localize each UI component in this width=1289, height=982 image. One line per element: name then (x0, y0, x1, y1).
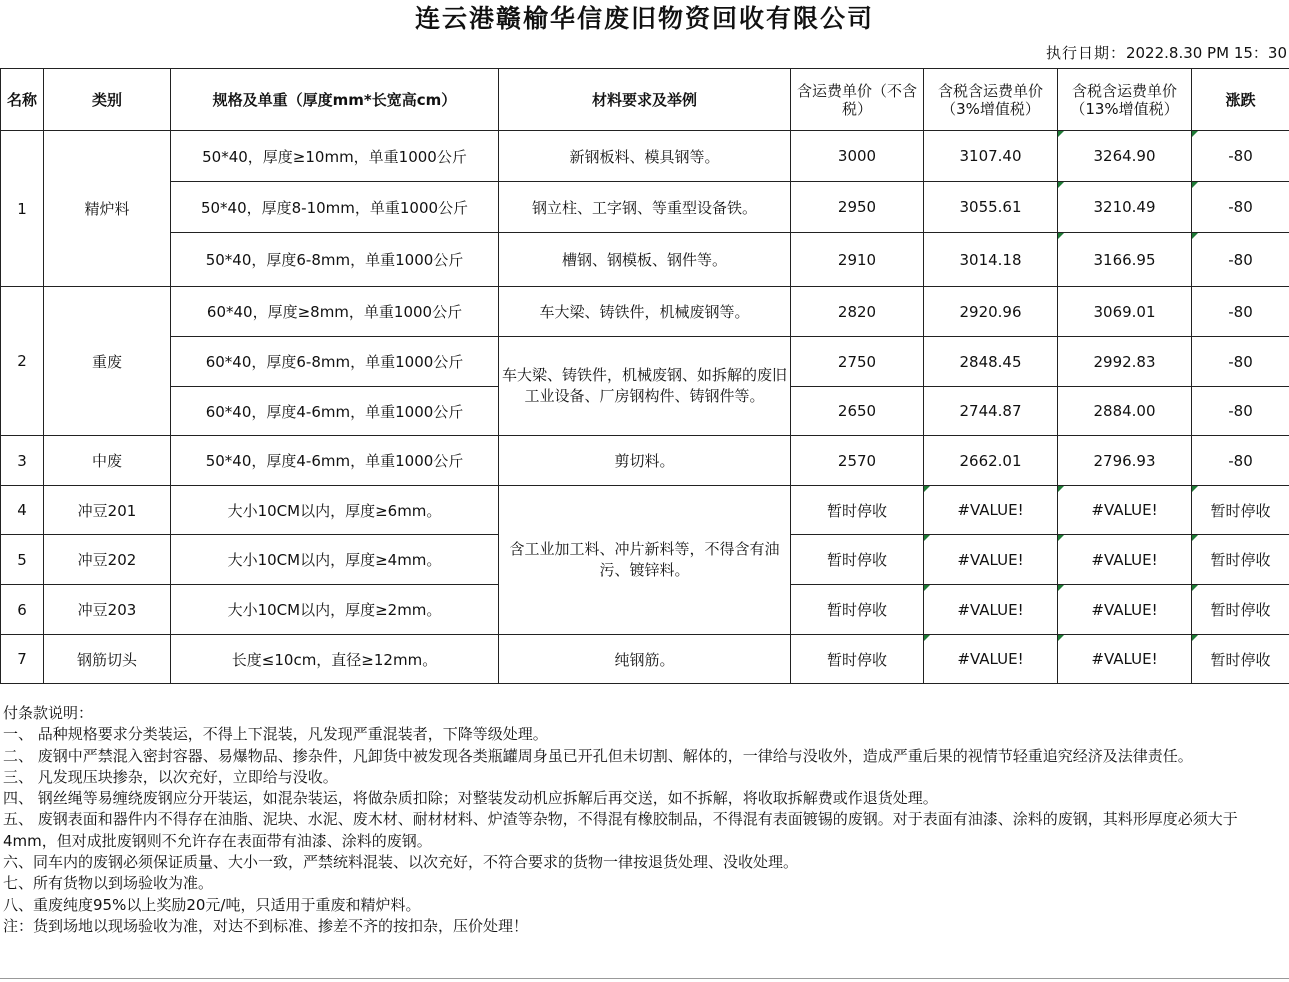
note-item: 七、所有货物以到场验收为准。 (3, 874, 214, 893)
price-13pct-cell: 3166.95 (1058, 233, 1192, 287)
note-item: 一、 品种规格要求分类装运，不得上下混装，凡发现严重混装者，下降等级处理。 (3, 725, 548, 744)
price-no-tax-cell: 3000 (791, 131, 924, 182)
spec-cell: 大小10CM以内，厚度≥6mm。 (171, 486, 499, 535)
table-row (1, 182, 1289, 233)
group-no: 6 (1, 585, 44, 635)
table-row (1, 233, 1289, 287)
header-price-3pct: 含税含运费单价（3%增值税） (924, 69, 1058, 131)
table-row (1, 131, 1289, 182)
table-header-row (1, 69, 1289, 131)
note-item: 五、 废钢表面和器件内不得存在油脂、泥块、水泥、废木材、耐材材料、炉渣等杂物，不得混有橡胶制品，不得混有表面镀锡的废钢。对于表面有油漆、涂料的废钢，其料形厚度必须大于4mm，但对成批废钢则不允许存在表面带有油漆、涂料的废钢。 (3, 810, 1238, 850)
terms-notes (3, 703, 1285, 937)
change-cell: -80 (1192, 337, 1289, 387)
company-title: 连云港赣榆华信废旧物资回收有限公司 (414, 4, 874, 33)
change-cell: -80 (1192, 436, 1289, 486)
note-item: 三、 凡发现压块掺杂，以次充好，立即给与没收。 (3, 767, 338, 786)
header-price-13pct: 含税含运费单价（13%增值税） (1058, 69, 1192, 131)
price-3pct-cell: 2920.96 (924, 287, 1058, 337)
material-cell: 槽钢、钢模板、钢件等。 (499, 233, 791, 287)
group-no: 7 (1, 635, 44, 684)
price-3pct-cell: 3055.61 (924, 182, 1058, 233)
change-cell: 暂时停收 (1192, 486, 1289, 535)
spec-cell: 大小10CM以内，厚度≥4mm。 (171, 535, 499, 585)
material-cell: 含工业加工料、冲片新料等，不得含有油污、镀锌料。 (499, 486, 791, 635)
table-row (1, 436, 1289, 486)
price-13pct-cell: 2796.93 (1058, 436, 1192, 486)
spec-cell: 50*40，厚度≥10mm，单重1000公斤 (171, 131, 499, 182)
spec-cell: 50*40，厚度4-6mm，单重1000公斤 (171, 436, 499, 486)
header-name: 名称 (1, 69, 44, 131)
price-13pct-cell: #VALUE! (1058, 635, 1192, 684)
group-category: 冲豆201 (44, 486, 171, 535)
price-3pct-cell: #VALUE! (924, 635, 1058, 684)
price-13pct-cell: 2884.00 (1058, 387, 1192, 436)
price-no-tax-cell: 2910 (791, 233, 924, 287)
price-no-tax-cell: 2570 (791, 436, 924, 486)
material-cell: 新钢板料、模具钢等。 (499, 131, 791, 182)
price-no-tax-cell: 2950 (791, 182, 924, 233)
group-no: 5 (1, 535, 44, 585)
note-remark: 注：货到场地以现场验收为准，对达不到标准、掺差不齐的按扣杂，压价处理！ (3, 916, 529, 935)
material-cell: 纯钢筋。 (499, 635, 791, 684)
group-category: 冲豆202 (44, 535, 171, 585)
bottom-divider (0, 978, 1289, 979)
material-cell: 车大梁、铸铁件，机械废钢等。 (499, 287, 791, 337)
price-13pct-cell: 3069.01 (1058, 287, 1192, 337)
date-label: 执行日期： (1045, 44, 1126, 62)
change-cell: -80 (1192, 387, 1289, 436)
change-cell: 暂时停收 (1192, 585, 1289, 635)
change-cell: 暂时停收 (1192, 635, 1289, 684)
price-no-tax-cell: 暂时停收 (791, 535, 924, 585)
price-13pct-cell: #VALUE! (1058, 535, 1192, 585)
price-13pct-cell: 2992.83 (1058, 337, 1192, 387)
group-category: 冲豆203 (44, 585, 171, 635)
price-3pct-cell: 3014.18 (924, 233, 1058, 287)
group-no: 2 (1, 287, 44, 436)
notes-heading: 付条款说明： (3, 704, 94, 722)
table-row (1, 337, 1289, 387)
spec-cell: 长度≤10cm，直径≥12mm。 (171, 635, 499, 684)
price-13pct-cell: #VALUE! (1058, 486, 1192, 535)
price-no-tax-cell: 2750 (791, 337, 924, 387)
note-item: 六、同车内的废钢必须保证质量、大小一致，严禁统料混装、以次充好，不符合要求的货物一律按退货处理、没收处理。 (3, 853, 799, 872)
material-cell: 钢立柱、工字钢、等重型设备铁。 (499, 182, 791, 233)
group-no: 3 (1, 436, 44, 486)
price-no-tax-cell: 2650 (791, 387, 924, 436)
execution-date (1046, 42, 1287, 64)
price-3pct-cell: #VALUE! (924, 585, 1058, 635)
table-row (1, 287, 1289, 337)
price-3pct-cell: 3107.40 (924, 131, 1058, 182)
note-item: 四、 钢丝绳等易缠绕废钢应分开装运，如混杂装运，将做杂质扣除；对整装发动机应拆解后再交送，如不拆解，将收取拆解费或作退货处理。 (3, 789, 938, 808)
price-no-tax-cell: 暂时停收 (791, 635, 924, 684)
group-category: 精炉料 (44, 131, 171, 287)
change-cell: 暂时停收 (1192, 535, 1289, 585)
material-cell: 剪切料。 (499, 436, 791, 486)
price-no-tax-cell: 2820 (791, 287, 924, 337)
price-13pct-cell: 3210.49 (1058, 182, 1192, 233)
spec-cell: 60*40，厚度4-6mm，单重1000公斤 (171, 387, 499, 436)
price-13pct-cell: #VALUE! (1058, 585, 1192, 635)
change-cell: -80 (1192, 233, 1289, 287)
group-no: 1 (1, 131, 44, 287)
spec-cell: 50*40，厚度8-10mm，单重1000公斤 (171, 182, 499, 233)
price-3pct-cell: 2744.87 (924, 387, 1058, 436)
price-no-tax-cell: 暂时停收 (791, 585, 924, 635)
header-material: 材料要求及举例 (499, 69, 791, 131)
note-item: 八、重废纯度95%以上奖励20元/吨，只适用于重废和精炉料。 (3, 895, 421, 914)
table-row (1, 486, 1289, 535)
group-no: 4 (1, 486, 44, 535)
price-3pct-cell: 2848.45 (924, 337, 1058, 387)
price-3pct-cell: #VALUE! (924, 535, 1058, 585)
price-3pct-cell: 2662.01 (924, 436, 1058, 486)
change-cell: -80 (1192, 182, 1289, 233)
table-row (1, 635, 1289, 684)
group-category: 中废 (44, 436, 171, 486)
price-table (0, 68, 1289, 684)
change-cell: -80 (1192, 287, 1289, 337)
group-category: 钢筋切头 (44, 635, 171, 684)
date-value: 2022.8.30 PM 15：30 (1125, 44, 1287, 62)
spec-cell: 60*40，厚度6-8mm，单重1000公斤 (171, 337, 499, 387)
note-item: 二、 废钢中严禁混入密封容器、易爆物品、掺杂件，凡卸货中被发现各类瓶罐周身虽已开孔但未切割、解体的，一律给与没收外，造成严重后果的视情节轻重追究经济及法律责任。 (3, 746, 1193, 765)
group-category: 重废 (44, 287, 171, 436)
price-no-tax-cell: 暂时停收 (791, 486, 924, 535)
header-change: 涨跌 (1192, 69, 1289, 131)
spec-cell: 60*40，厚度≥8mm，单重1000公斤 (171, 287, 499, 337)
header-category: 类别 (44, 69, 171, 131)
spec-cell: 大小10CM以内，厚度≥2mm。 (171, 585, 499, 635)
material-cell: 车大梁、铸铁件，机械废钢、如拆解的废旧工业设备、厂房钢构件、铸钢件等。 (499, 337, 791, 436)
header-price-no-tax: 含运费单价（不含税） (791, 69, 924, 131)
price-3pct-cell: #VALUE! (924, 486, 1058, 535)
change-cell: -80 (1192, 131, 1289, 182)
spec-cell: 50*40，厚度6-8mm，单重1000公斤 (171, 233, 499, 287)
price-13pct-cell: 3264.90 (1058, 131, 1192, 182)
header-spec: 规格及单重（厚度mm*长宽高cm） (171, 69, 499, 131)
